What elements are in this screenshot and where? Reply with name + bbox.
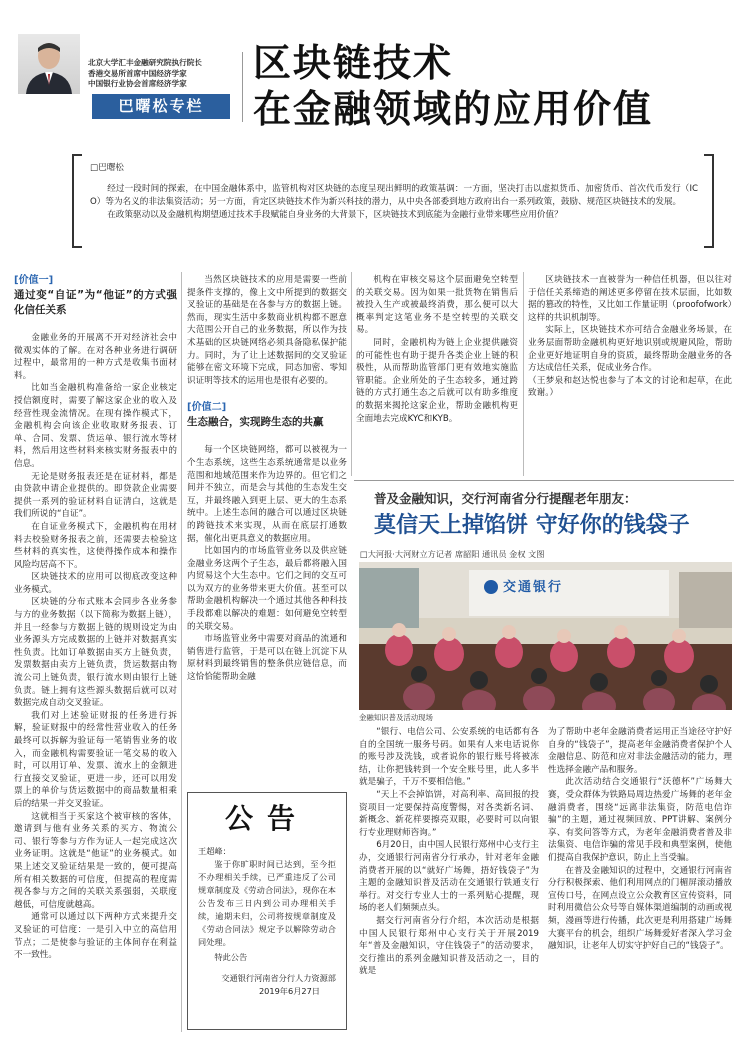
column-divider — [523, 272, 524, 476]
article-column-2 — [187, 274, 347, 786]
article-paragraph: 区块链技术的应用可以彻底改变这种业务模式。 — [14, 572, 177, 595]
article-title — [253, 40, 733, 132]
article-paragraph: 金融业务的开展离不开对经济社会中微观实体的了解。在对各种业务进行调研过程中，最常用的一种方式是收集书面材料。 — [14, 333, 177, 381]
news-top-rule — [354, 480, 734, 481]
section2-title: 生态融合，实现跨生态的共赢 — [187, 416, 324, 429]
section1-title: 通过变“自证”为“他证”的方式强化信任关系 — [14, 289, 177, 316]
section2-label: [价值二] — [187, 402, 227, 414]
news-column-2 — [548, 726, 732, 1032]
abstract-paragraph: 在政策驱动以及金融机构期望通过技术手段赋能自身业务的大背景下，区块链技术到底能为金融行业带来哪些应用价值？ — [107, 210, 563, 220]
news-column-1 — [359, 726, 539, 1032]
bio-line: 中国银行业协会首席经济学家 — [88, 79, 187, 88]
title-line2: 在金融领域的应用价值 — [253, 86, 654, 131]
news-paragraph: 据交行河南省分行介绍，本次活动是根据中国人民银行郑州中心支行关于开展2019年“普及金融知识，守住钱袋子”的活动要求，交行推出的系列金融知识普及活动之一，目的就是 — [359, 915, 539, 977]
article-paragraph: 我们对上述验证财报的任务进行拆解，验证财报中的经常性营业收入的任务最终可以拆解为验证每一笔销售业务的收入，而金融机构需要验证一笔交易的收入时，可以用订单、发票、流水上的金额进行直接交叉验证，更进一步，还可以用发票上的单价与货运数据中的商品数量相乘后的结果一并交叉验证。 — [14, 710, 177, 809]
news-paragraph: 6月20日，由中国人民银行郑州中心支行主办，交通银行河南省分行承办，针对老年金融消费者开展的以“就好广场舞，捂好钱袋子”为主题的金融知识普及活动在交通银行铁通支行举行。对交行专业人士的一系列贴心提醒，现场的老人们频频点头。 — [359, 840, 539, 914]
news-paragraph: “天上不会掉馅饼，对高利率、高回报的投资项目一定要保持高度警惕，对各类新名词、新概念、新花样要擦亮双眼，必要时可以向银行专业理财师咨询。” — [359, 789, 539, 838]
article-paragraph: 每一个区块链网络，都可以被视为一个生态系统，这些生态系统通常是以业务范围和地域范围来作为边界的。但它们之间并不独立，而是会与其他的生态发生交互，并最终融入到更上层、更大的生态系统中。上述生态间的融合可以通过区块链的跨链技术来实现，从而在底层打通数据，催化出更具意义的数据应用。 — [187, 445, 347, 544]
abstract-byline: □巴曙松 — [90, 163, 124, 173]
title-line1: 区块链技术 — [253, 40, 454, 85]
bio-line: 香港交易所首席中国经济学家 — [88, 68, 187, 78]
article-paragraph: 当然区块链技术的应用是需要一些前提条件支撑的，像上文中所提到的数据交叉验证的基础是在各参与方的数据上链。然而，现实生活中多数商业机构都不愿意大范围公开自己的业务数据，所以作为技术基础的区块链网络必须具备隐私保护能力。同时，为了让上述数据间的交叉验证能够在密文环境下完成，同态加密、零知识证明等技术的运用也是很有必要的。 — [187, 275, 347, 386]
author-bio — [88, 58, 248, 90]
news-kicker: 普及金融知识，交行河南省分行提醒老年朋友： — [374, 491, 637, 506]
article-paragraph: 实际上，区块链技术亦可结合金融业务场景，在业务层面帮助金融机构更好地识别或规避风险，帮助企业更好地证明自身的资质，最终帮助金融业务的各方达成信任关系，促成业务合作。 — [528, 325, 732, 374]
article-paragraph: 无论是财务报表还是在证材料，都是由贷款申请企业提供的。即贷款企业需要提供一系列的验证材料自证清白，这就是我们所说的“自证”。 — [14, 471, 177, 520]
column-divider — [351, 272, 352, 476]
news-paragraph: 在普及金融知识的过程中，交通银行河南省分行积极探索、他们利用网点的门楣屏滚动播放宣传口号，在网点设立公众教育区宣传资料，同时利用微信公众号等自媒体渠道编制的动画或视频，漫画等进行传播，此次更是利用搭建广场舞大赛平台的机会，组织广场舞爱好者深入学习金融知识，让老年人切实守护好自己的“钱袋子”。 — [548, 865, 732, 952]
notice-date: 2019年6月27日 — [258, 986, 320, 996]
article-paragraph: 这就相当于买家这个被审核的客体，邀请到与他有业务关系的买方、物流公司、银行等参与方作为证人一起完成这次业务证明。这就是“他证”的业务模式。如果上述交叉验证结果是一致的，便可提高所有相关数据的可信度，但提高的程度需视各参与方之间的关联关系强弱，关联度越低，可信度就越高。 — [14, 811, 177, 910]
article-paragraph: 区块链技术一直被誉为一种信任机器，但以往对于信任关系缔造的阐述更多停留在技术层面，比如数据的篡改的特性，又比如工作量证明（proofofwork）这样的共识机制等。 — [528, 275, 732, 323]
article-paragraph: 机构在审核交易这个层面避免空转型的关联交易。因为如果一批货物在销售后被投入生产或被最终消费，那么便可以大概率判定这笔业务不是空转型的关联交易。 — [356, 275, 518, 336]
abstract-bracket-left — [72, 154, 82, 248]
notice-org: 交通银行河南省分行人力资源部 — [221, 973, 336, 983]
article-paragraph: 区块链的分布式账本会同步各业务参与方的业务数据（以下简称为数据上链），并且一经参与方数据上链的规则设定为由业务源头方完成数据的上链并对数据真实性负责。比如订单数据由买方上链负责，发票数据由卖方上链负责，货运数据由物流公司上链负责，银行流水则由银行上链负责。链上拥有这些源头数据后就可以对数据完成自动交叉验证。 — [14, 597, 177, 709]
title-separator — [242, 52, 243, 122]
news-paragraph: 此次活动结合交通银行“沃德杯”广场舞大赛，受众群体为铁路局周边热爱广场舞的老年金融消费者，围绕“远离非法集资，防范电信诈骗”的主题，通过视频回放、PPT讲解、案例分享、有奖问答等方式，为老年金融消费者普及非法集资、电信诈骗的常见手段和典型案例，使他们提高自我保护意识，防止上当受骗。 — [548, 777, 732, 863]
abstract-bracket-right — [704, 154, 714, 248]
article-paragraph: （王梦泉和赵达悦也参与了本文的讨论和起草，在此致谢。） — [528, 375, 732, 399]
article-paragraph: 市场监管业务中需要对商品的流通和销售进行监管，于是可以在链上沉淀下从原材料到最终销售的整条供应链信息，而这恰恰能帮助金融 — [187, 634, 347, 683]
photo-caption: 金融知识普及活动现场 — [359, 713, 433, 722]
abstract-paragraph: 经过一段时间的探索，在中国金融体系中，监管机构对区块链的态度呈现出鲜明的政策基调：一方面，坚决打击以虚拟货币、加密货币、首次代币发行（ICO）等为名义的非法集资活动；另一方面，肯定区块链技术作为新兴科技的潜力，从中央各部委到地方政府出台一系列政策，鼓励、规范区块链技术的发展。 — [90, 184, 698, 207]
news-photo — [359, 562, 732, 710]
photo-bank-sign: 交通银行 — [503, 580, 564, 595]
notice-body: 鉴于你旷职时间已达到，至今拒不办理相关手续，已严重违反了公司规章制度及《劳动合同法》，现你在本公告发布三日内到公司办理相关手续，逾期未归，公司将按规章制度及《劳动合同法》规定予以解除劳动合同处理。 — [198, 859, 336, 947]
abstract — [90, 162, 698, 244]
article-paragraph: 通常可以通过以下两种方式来提升交叉验证的可信度：一是引入中立的高信用节点；二是使参与验证的主体间存在利益不一致性。 — [14, 912, 177, 961]
article-paragraph: 在自证业务模式下，金融机构在用材料去校验财务报表之前，还需要去检验这些材料的真实性，这使得操作成本和操作风险均居高不下。 — [14, 521, 177, 570]
bio-line: 北京大学汇丰金融研究院执行院长 — [88, 58, 202, 67]
news-byline: □大河报·大河财立方记者 席韶阳 通讯员 金权 文图 — [360, 549, 545, 559]
column-name: 巴曙松专栏 — [118, 97, 204, 115]
notice-salutation: 王超峰： — [198, 846, 231, 856]
notice-box — [187, 792, 347, 1030]
news-paragraph: 为了帮助中老年金融消费者运用正当途径守护好自身的“钱袋子”，提高老年金融消费者保护个人金融信息、防范和应对非法金融活动的能力，理性选择金融产品和服务。 — [548, 727, 732, 775]
notice-title: 公告 — [224, 802, 309, 835]
article-paragraph: 比如国内的市场监管业务以及供应链金融业务这两个子生态，最后都将融入国内贸易这个大生态中。它们之间的交互可以为双方的业务带来更大价值。甚至可以帮助金融机构解决一个通过其他各种科技手段都难以解决的难题：如何避免空转型的关联交易。 — [187, 546, 347, 632]
article-paragraph: 比如当金融机构准备给一家企业核定授信额度时，需要了解这家企业的收入及经营性现金流情况。在现有操作模式下，金融机构会向该企业收取财务报表、订单、合同、发票、货运单、银行流水等材料，然后用这些材料来核实财务报表中的信息。 — [14, 383, 177, 469]
article-column-1 — [14, 274, 177, 1034]
news-paragraph: “银行、电信公司、公安系统的电话都有各自的全国统一服务号码。如果有人来电话说你的账号涉及洗钱，或者说你的银行账号将被冻结，让你把钱转到一个安全账号里，此人多半就是骗子，千万不要相信他。” — [359, 727, 539, 788]
news-headline: 莫信天上掉馅饼 守好你的钱袋子 — [374, 512, 690, 538]
column-divider — [181, 272, 182, 1032]
article-column-4 — [528, 274, 732, 470]
article-column-3 — [356, 274, 518, 470]
notice-closing: 特此公告 — [214, 952, 248, 962]
column-banner — [92, 94, 230, 119]
article-paragraph: 同时，金融机构为链上企业提供融资的可能性也有助于提升各类企业上链的积极性，从而帮助监管部门更有效地实施监管职能。企业所处的子生态较多，通过跨链的方式打通生态之后就可以有助多维度的数据来揭抡这家企业，帮助金融机构更全面地去完成KYC和KYB。 — [356, 337, 518, 424]
section1-label: [价值一] — [14, 275, 54, 286]
author-photo — [18, 34, 80, 94]
